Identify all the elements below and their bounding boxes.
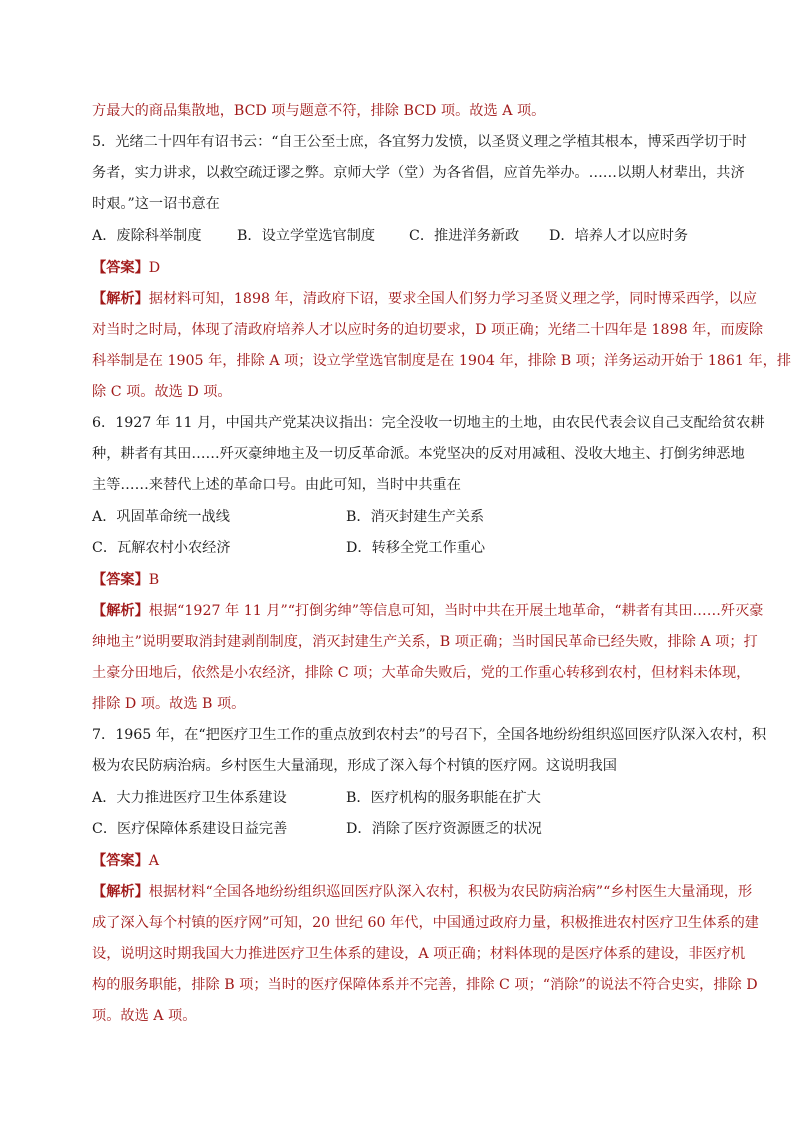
option-b: B．设立学堂选官制度 (237, 228, 376, 244)
answer-label: 【答案】 (92, 853, 149, 869)
question-stem-line: 主等……来替代上述的革命口号。由此可知，当时中共重在 (92, 477, 461, 493)
question-stem-line: 务者，实力讲求，以救空疏迂谬之弊。京师大学（堂）为各省倡，应首先举办。……以期人材辈出，共济 (92, 165, 745, 181)
option-c: C．医疗保障体系建设日益完善 (92, 821, 288, 837)
analysis-line: 项。故选 A 项。 (92, 1008, 197, 1024)
answer-line (92, 851, 712, 871)
answer-label: 【答案】 (92, 260, 149, 276)
analysis-line (92, 601, 764, 621)
answer-value: B (148, 572, 160, 588)
analysis-line: 排除 D 项。故选 B 项。 (92, 696, 246, 712)
answer-value: A (148, 853, 160, 869)
analysis-label: 【解析】 (92, 603, 149, 619)
analysis-line: 构的服务职能，排除 B 项；当时的医疗保障体系并不完善，排除 C 项；“消除”的说法不符合史实，排除 D (92, 977, 758, 993)
option-c: C．瓦解农村小农经济 (92, 540, 231, 556)
analysis-text: 据材料可知，1898 年，清政府下诏，要求全国人们努力学习圣贤义理之学，同时博采西学，以应 (148, 291, 757, 307)
analysis-text: 根据“1927 年 11 月”“打倒劣绅”等信息可知，当时中共在开展土地革命，“耕者有其田……歼灭豪 (148, 603, 764, 619)
analysis-line: 土豪分田地后，依然是小农经济，排除 C 项；大革命失败后，党的工作重心转移到农村，但材料未体现， (92, 665, 751, 681)
analysis-line: 对当时之时局，体现了清政府培养人才以应时务的迫切要求，D 项正确；光绪二十四年是 1898 年，而废除 (92, 322, 764, 338)
analysis-line: 成了深入每个村镇的医疗网”可知，20 世纪 60 年代，中国通过政府力量，积极推进农村医疗卫生体系的建 (92, 915, 759, 931)
analysis-line (92, 289, 757, 309)
analysis-line: 除 C 项。故选 D 项。 (92, 384, 232, 400)
option-a: A．大力推进医疗卫生体系建设 (92, 790, 287, 806)
analysis-line (92, 882, 753, 902)
answer-line (92, 258, 712, 278)
previous-analysis-tail: 方最大的商品集散地，BCD 项与题意不符，排除 BCD 项。故选 A 项。 (92, 103, 546, 119)
option-a: A．巩固革命统一战线 (92, 509, 230, 525)
option-b: B．医疗机构的服务职能在扩大 (346, 790, 541, 806)
analysis-line: 科举制是在 1905 年，排除 A 项；设立学堂选官制度是在 1904 年，排除 B 项；洋务运动开始于 1861 年，排 (92, 353, 792, 369)
option-c: C．推进洋务新政 (409, 228, 520, 244)
answer-line (92, 570, 712, 590)
question-stem-line: 极为农民防病治病。乡村医生大量涌现，形成了深入每个村镇的医疗网。这说明我国 (92, 758, 617, 774)
analysis-line: 设，说明这时期我国大力推进医疗卫生体系的建设，A 项正确；材料体现的是医疗体系的建设，非医疗机 (92, 946, 746, 962)
question-stem-line: 5．光绪二十四年有诏书云：“自王公至士庶，各宜努力发愤，以圣贤义理之学植其根本，博采西学切于时 (92, 134, 747, 150)
option-d: D．培养人才以应时务 (549, 228, 689, 244)
analysis-text: 根据材料“全国各地纷纷组织巡回医疗队深入农村，积极为农民防病治病”“乡村医生大量涌现，形 (148, 884, 753, 900)
analysis-label: 【解析】 (92, 884, 149, 900)
question-stem-line: 6．1927 年 11 月，中国共产党某决议指出：完全没收一切地主的土地，由农民代表会议自己支配给贫农耕 (92, 415, 765, 431)
option-d: D．消除了医疗资源匮乏的状况 (346, 821, 542, 837)
option-b: B．消灭封建生产关系 (346, 509, 485, 525)
question-stem-line: 时艰。”这一诏书意在 (92, 196, 220, 212)
answer-value: D (148, 260, 161, 276)
option-a: A．废除科举制度 (92, 228, 202, 244)
answer-label: 【答案】 (92, 572, 149, 588)
option-d: D．转移全党工作重心 (346, 540, 486, 556)
analysis-label: 【解析】 (92, 291, 149, 307)
question-stem-line: 7．1965 年，在“把医疗卫生工作的重点放到农村去”的号召下，全国各地纷纷组织巡回医疗队深入农村，积 (92, 727, 767, 743)
question-stem-line: 种，耕者有其田……歼灭豪绅地主及一切反革命派。本党坚决的反对用减租、没收大地主、打倒劣绅恶地 (92, 446, 745, 462)
analysis-line: 绅地主”说明要取消封建剥削制度，消灭封建生产关系，B 项正确；当时国民革命已经失败，排除 A 项；打 (92, 634, 758, 650)
